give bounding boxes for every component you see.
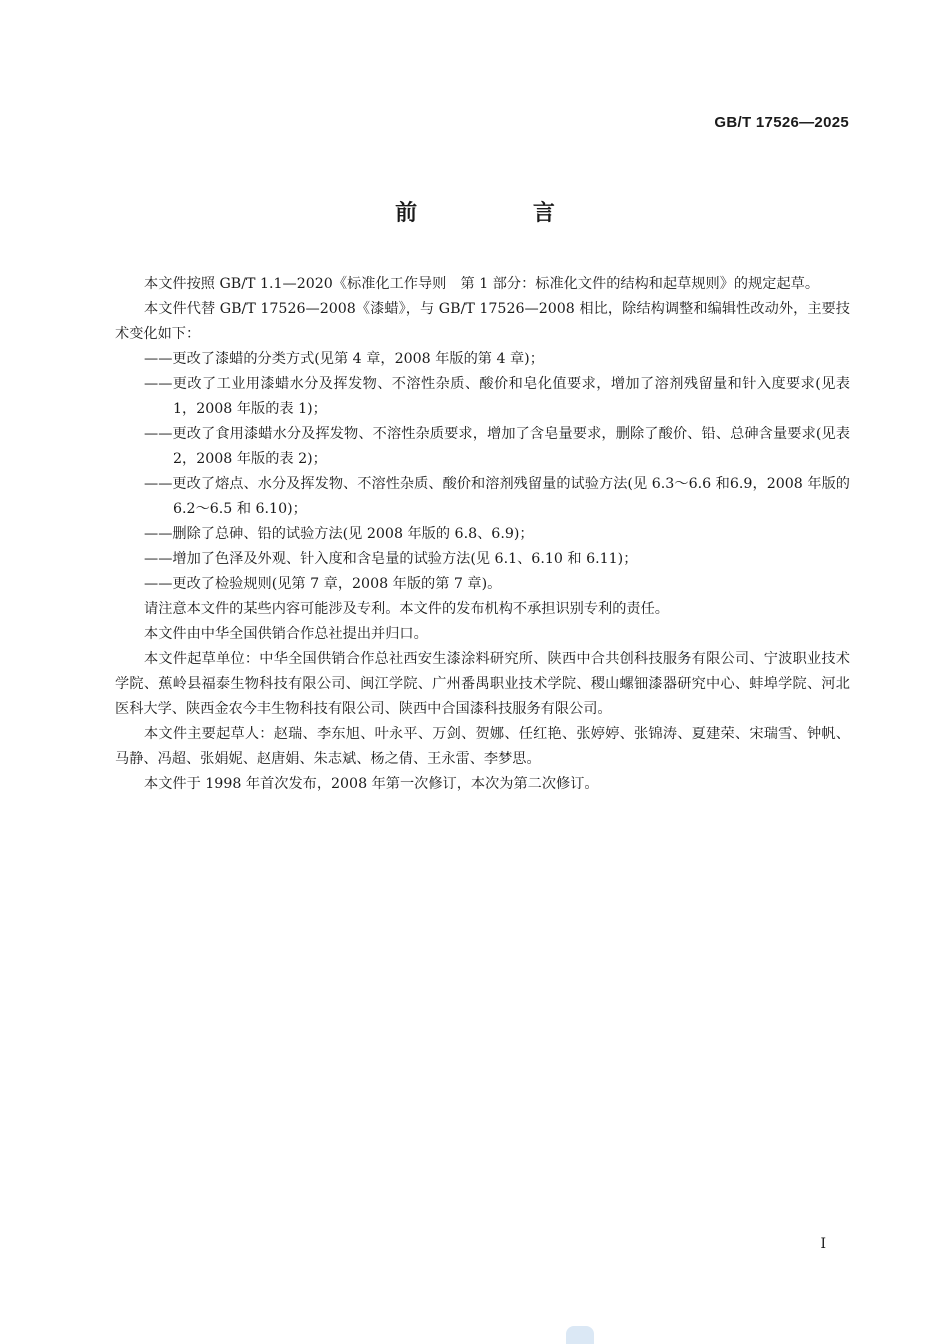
change-item: ——更改了工业用漆蜡水分及挥发物、不溶性杂质、酸价和皂化值要求，增加了溶剂残留量和针入度要求(见表 1，2008 年版的表 1)； [144,376,850,417]
paragraph: 本文件按照 GB/T 1.1—2020《标准化工作导则 第 1 部分：标准化文件的结构和起草规则》的规定起草。 [144,276,820,292]
paragraph: 本文件主要起草人：赵瑞、李东旭、叶永平、万剑、贺娜、任红艳、张婷婷、张锦涛、夏建荣、宋瑞雪、钟帆、马静、冯超、张娟妮、赵唐娟、朱志斌、杨之倩、王永雷、李梦思。 [115,726,850,767]
page-title: 前 言 [395,201,609,226]
paragraph: 本文件由中华全国供销合作总社提出并归口。 [144,626,428,642]
change-item: ——更改了漆蜡的分类方式(见第 4 章，2008 年版的第 4 章)； [144,351,544,367]
foreword-body [115,272,850,797]
change-item: ——更改了熔点、水分及挥发物、不溶性杂质、酸价和溶剂残留量的试验方法(见 6.3～6.6 和6.9，2008 年版的 6.2～6.5 和 6.10)； [144,476,850,517]
paragraph: 请注意本文件的某些内容可能涉及专利。本文件的发布机构不承担识别专利的责任。 [144,601,669,617]
change-item: ——删除了总砷、铅的试验方法(见 2008 年版的 6.8、6.9)； [144,526,534,542]
change-item: ——更改了食用漆蜡水分及挥发物、不溶性杂质要求，增加了含皂量要求，删除了酸价、铅、总砷含量要求(见表 2，2008 年版的表 2)； [144,426,850,467]
page-number: I [820,1236,826,1252]
change-item: ——更改了检验规则(见第 7 章，2008 年版的第 7 章)。 [144,576,502,592]
paragraph: 本文件代替 GB/T 17526—2008《漆蜡》，与 GB/T 17526—2008 相比，除结构调整和编辑性改动外，主要技术变化如下： [115,301,850,342]
change-item: ——增加了色泽及外观、针入度和含皂量的试验方法(见 6.1、6.10 和 6.11)； [144,551,638,567]
paragraph: 本文件于 1998 年首次发布，2008 年第一次修订，本次为第二次修订。 [144,776,599,792]
paragraph: 本文件起草单位：中华全国供销合作总社西安生漆涂料研究所、陕西中合共创科技服务有限公司、宁波职业技术学院、蕉岭县福泰生物科技有限公司、闽江学院、广州番禺职业技术学院、稷山螺钿漆器研究中心、蚌埠学院、河北医科大学、陕西金农今丰生物科技有限公司、陕西中合国漆科技服务有限公司。 [115,651,850,717]
watermark-logo [566,1326,594,1344]
standard-number: GB/T 17526—2025 [714,114,849,131]
